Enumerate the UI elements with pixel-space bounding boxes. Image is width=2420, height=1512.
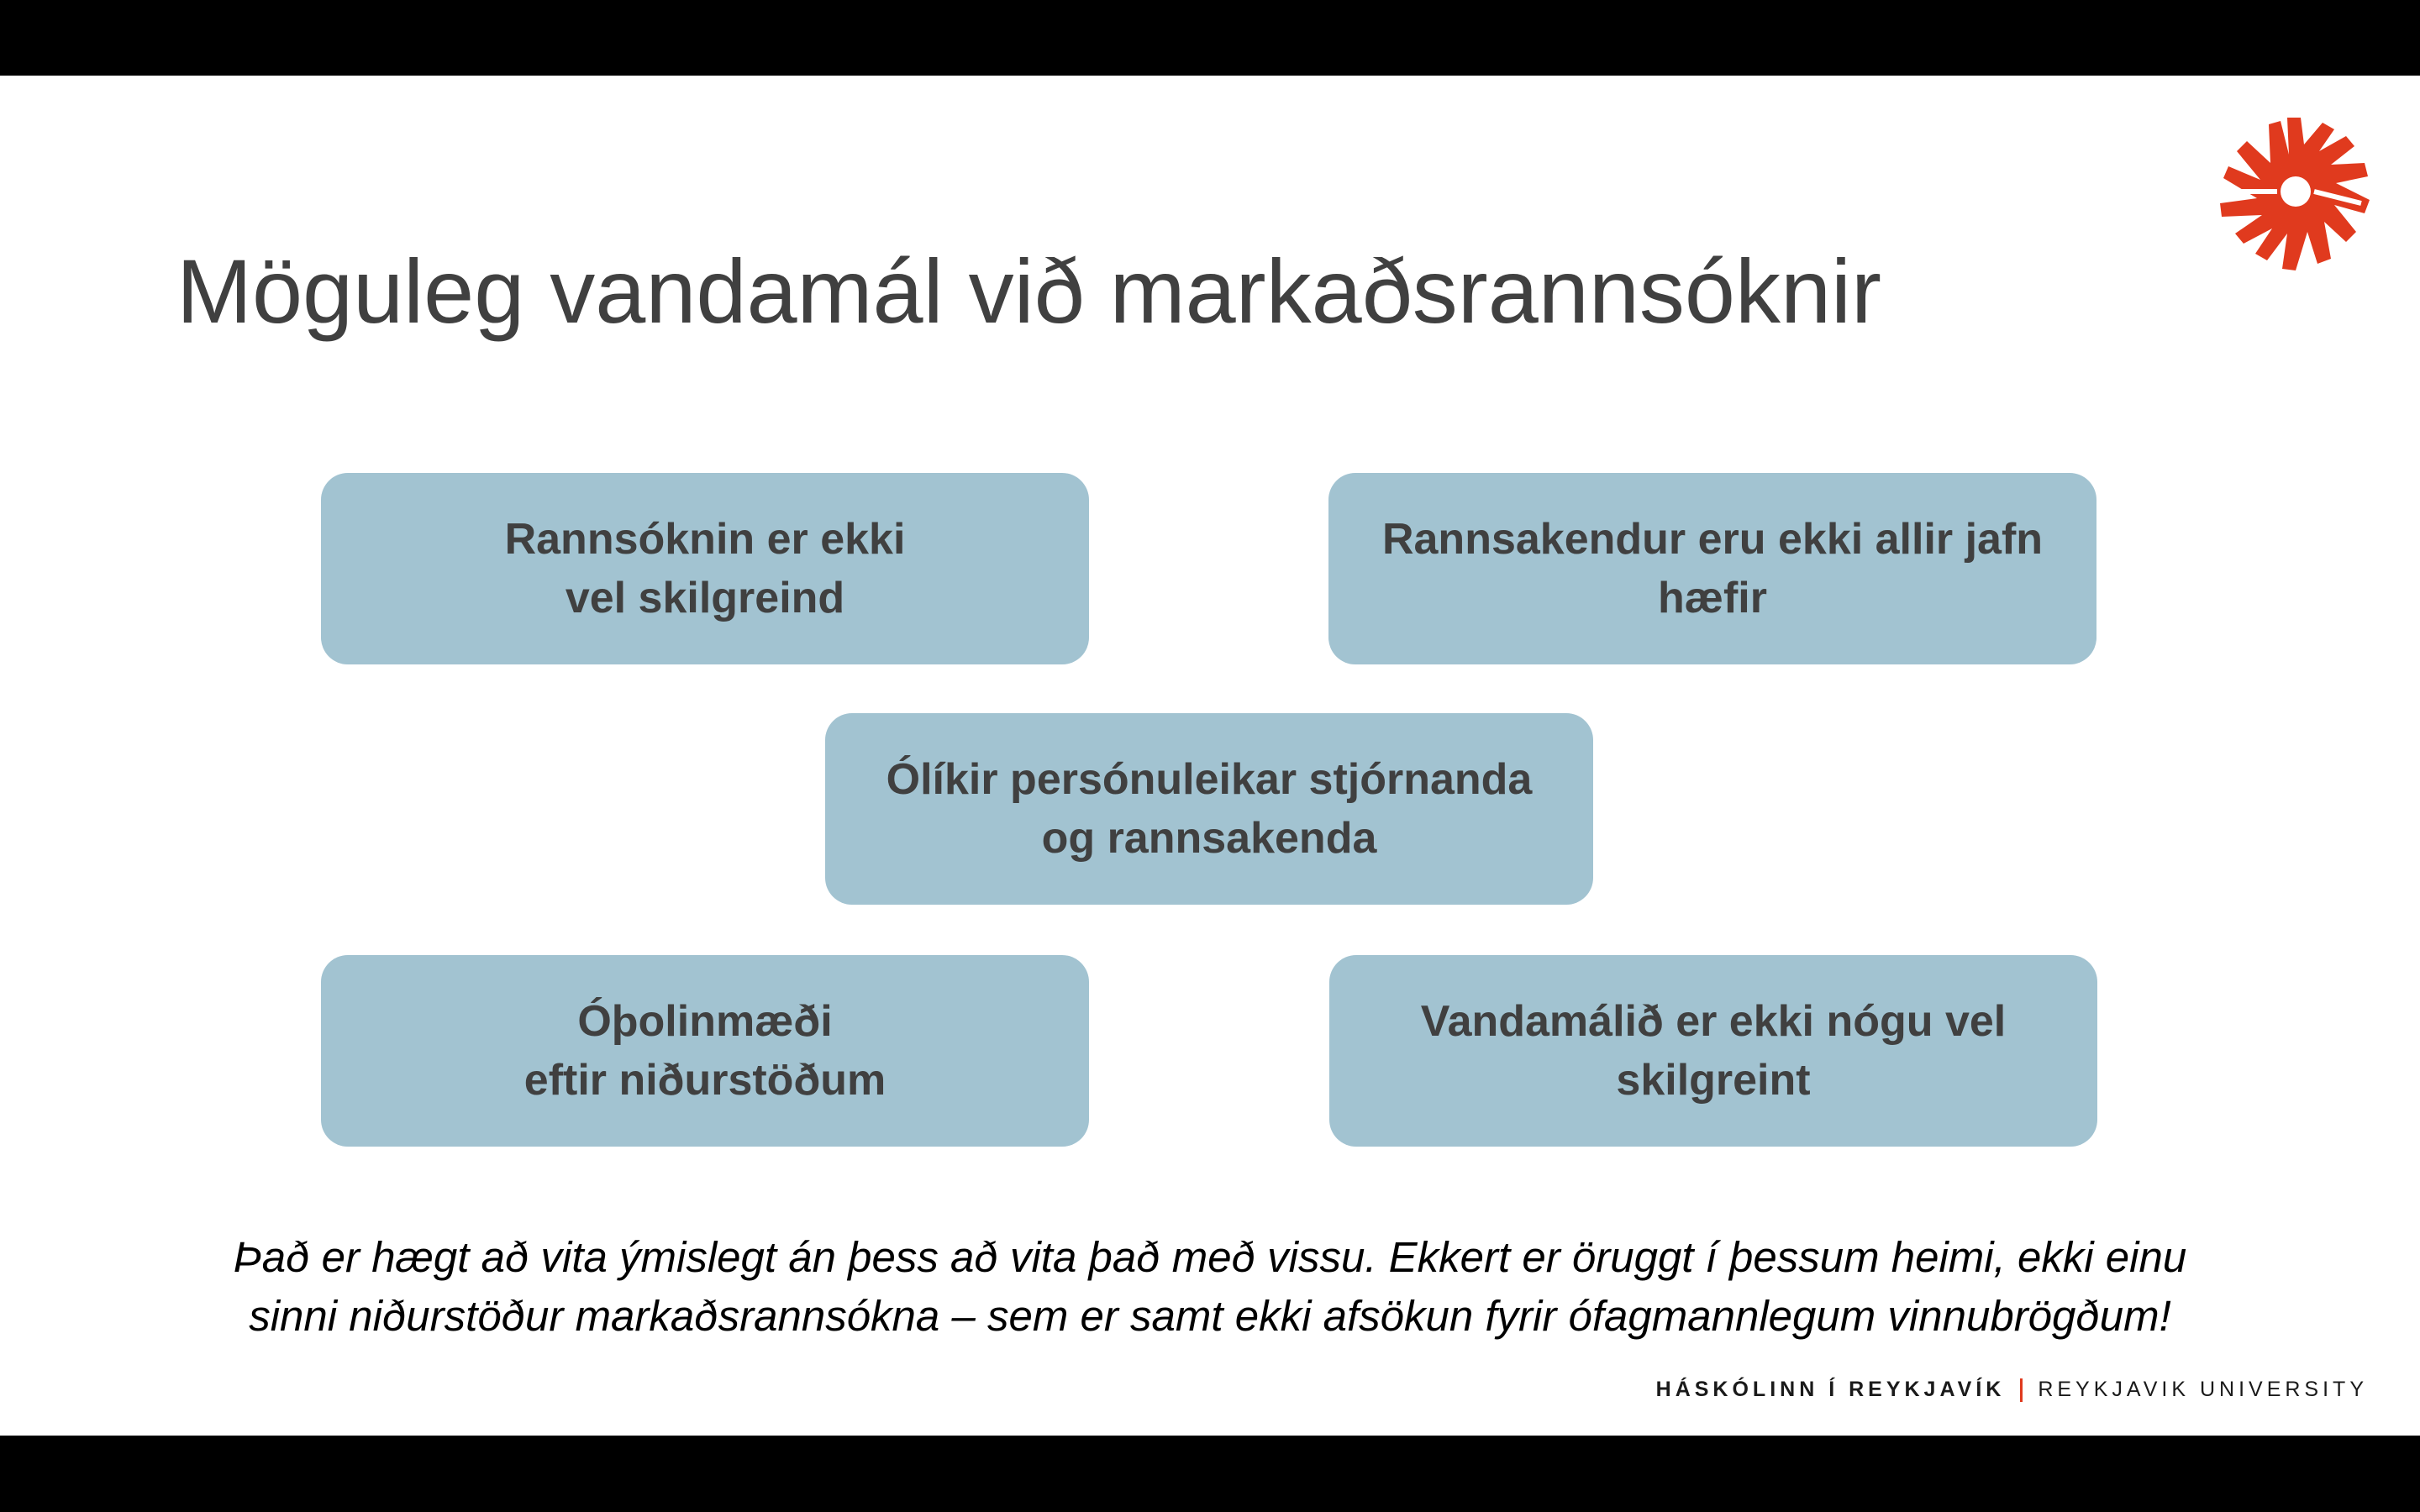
slide-title: Möguleg vandamál við markaðsrannsóknir <box>176 240 1882 342</box>
problem-box-researcher-skill <box>1328 473 2096 664</box>
problem-box-label: Ólíkir persónuleikar stjórnanda og rannsakenda <box>886 755 1533 863</box>
problem-box-label: Rannsakendur eru ekki allir jafn hæfir <box>1381 515 2044 622</box>
letterbox-bottom <box>0 1436 2420 1512</box>
university-footer <box>1656 1378 2368 1402</box>
problem-box-label: Vandamálið er ekki nógu vel skilgreint <box>1420 997 2007 1105</box>
problem-box-label: Rannsóknin er ekki vel skilgreind <box>504 515 906 622</box>
slide <box>0 76 2420 1436</box>
reykjavik-university-logo-icon <box>2210 111 2378 279</box>
footer-icelandic-name: HÁSKÓLINN Í REYKJAVÍK <box>1655 1378 2006 1401</box>
problem-box-personalities <box>825 713 1593 905</box>
closing-quote-line-1: Það er hægt að vita ýmislegt án þess að vita það með vissu. Ekkert er öruggt í þessum heimi, ekki einu <box>233 1233 2187 1281</box>
problem-box-impatience <box>321 955 1089 1147</box>
problem-box-research-definition <box>321 473 1089 664</box>
footer-separator <box>2020 1378 2023 1402</box>
problem-box-label: Óþolinmæði eftir niðurstöðum <box>523 997 886 1105</box>
closing-quote-line-2: sinni niðurstöður markaðsrannsókna – sem er samt ekki afsökun fyrir ófagmannlegum vinnubrögðum! <box>249 1292 2171 1340</box>
footer-english-name: REYKJAVIK UNIVERSITY <box>2038 1378 2368 1401</box>
problem-box-problem-definition <box>1329 955 2097 1147</box>
letterbox-top <box>0 0 2420 76</box>
closing-quote <box>0 1228 2420 1346</box>
